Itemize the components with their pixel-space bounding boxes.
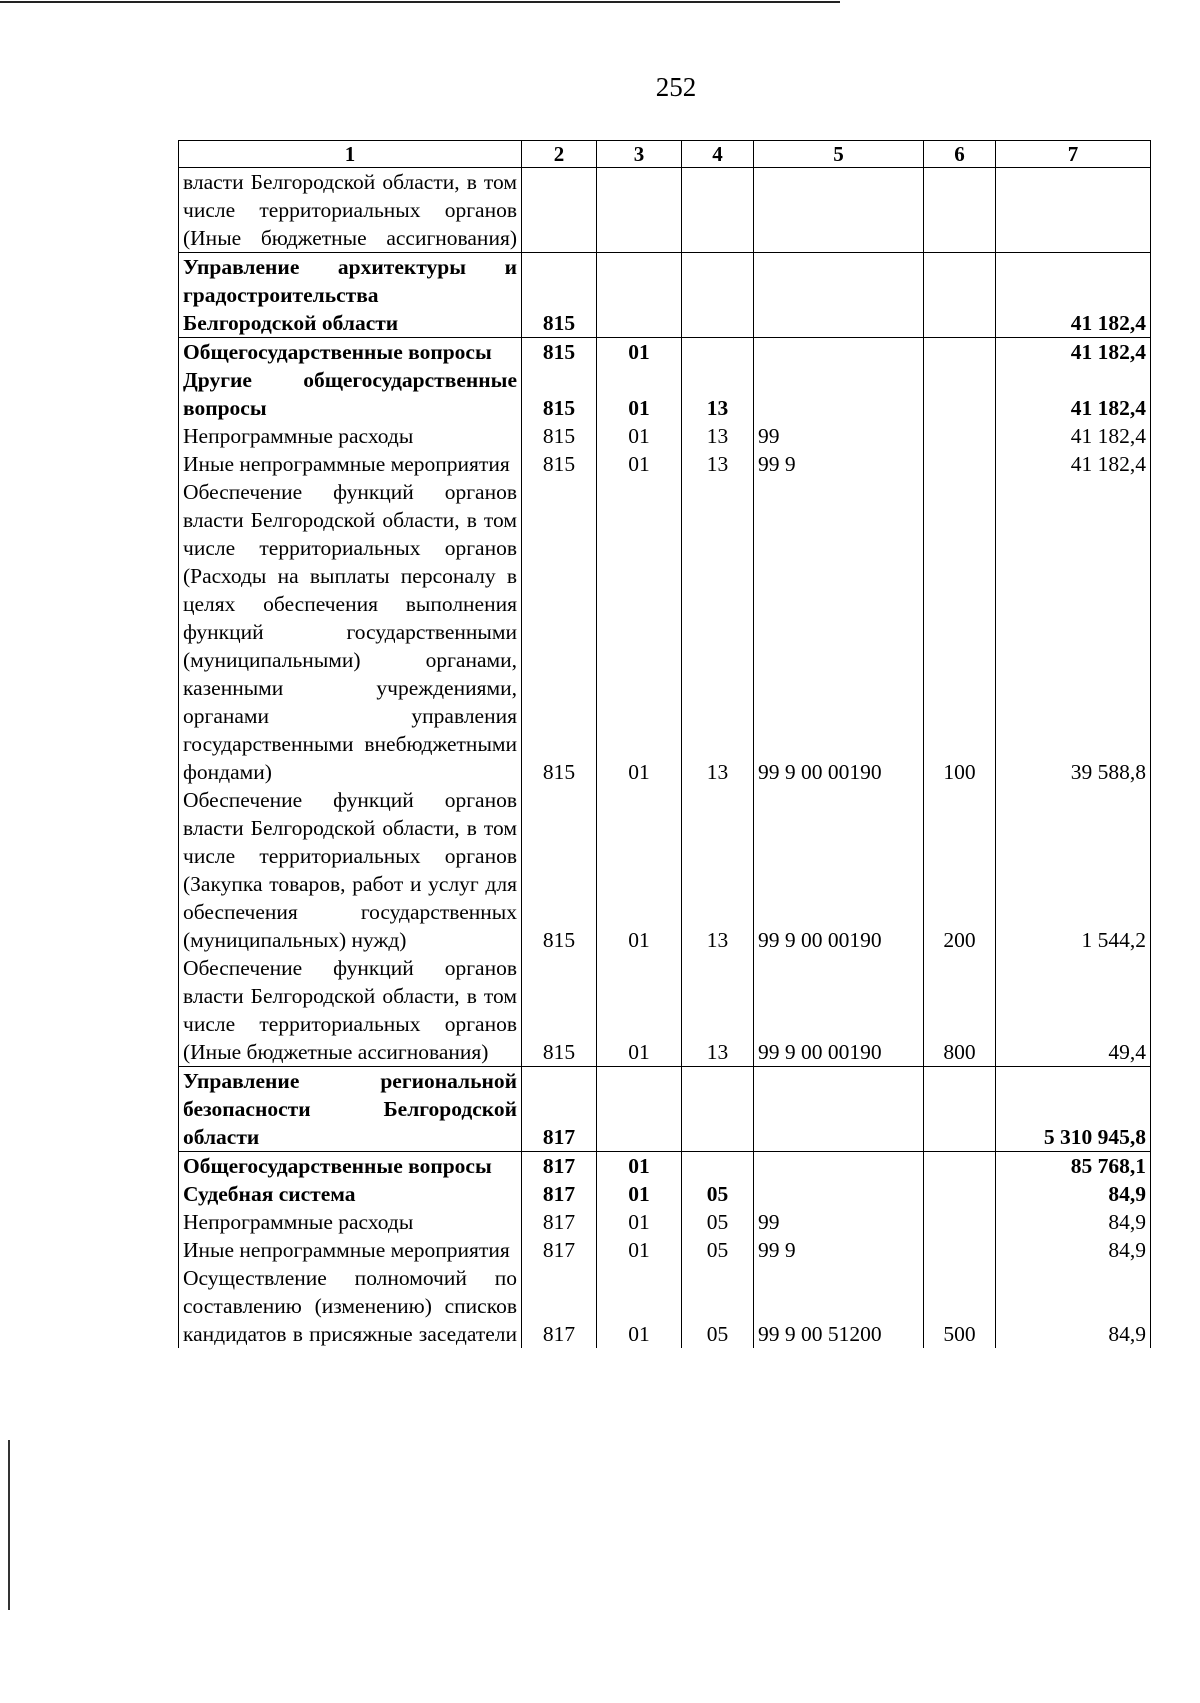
row-expense-type: [924, 168, 996, 253]
row-subsection-code: 13: [682, 450, 754, 478]
row-name: Обеспечение функций органов власти Белгородской области, в том числе территориальных органов (Иные бюджетные ассигнования): [179, 954, 522, 1067]
header-col-2: 2: [522, 141, 597, 168]
row-name: Непрограммные расходы: [179, 422, 522, 450]
row-expense-type: [924, 1152, 996, 1181]
budget-table: [178, 140, 1151, 1348]
row-amount: 84,9: [996, 1236, 1151, 1264]
row-expense-type: [924, 422, 996, 450]
row-ministry-code: 815: [522, 422, 597, 450]
row-section-code: 01: [597, 450, 682, 478]
row-section-code: 01: [597, 422, 682, 450]
table-row: [179, 1208, 1151, 1236]
row-section-code: 01: [597, 954, 682, 1067]
row-section-code: 01: [597, 1152, 682, 1181]
row-ministry-code: 815: [522, 366, 597, 422]
header-col-5: 5: [754, 141, 924, 168]
row-target-code: [754, 1180, 924, 1208]
row-expense-type: [924, 338, 996, 367]
table-row: [179, 1152, 1151, 1181]
row-amount: 41 182,4: [996, 366, 1151, 422]
row-target-code: 99 9: [754, 1236, 924, 1264]
row-section-code: 01: [597, 366, 682, 422]
table-row: [179, 1236, 1151, 1264]
row-target-code: [754, 1067, 924, 1152]
row-section-code: 01: [597, 478, 682, 786]
row-amount: 85 768,1: [996, 1152, 1151, 1181]
table-row: [179, 478, 1151, 786]
row-name: Осуществление полномочий по составлению (изменению) списков кандидатов в присяжные заседатели: [179, 1264, 522, 1348]
row-ministry-code: 815: [522, 253, 597, 338]
row-ministry-code: 815: [522, 786, 597, 954]
row-section-code: [597, 168, 682, 253]
row-amount: 41 182,4: [996, 450, 1151, 478]
row-ministry-code: [522, 168, 597, 253]
row-name: Общегосударственные вопросы: [179, 338, 522, 367]
row-amount: [996, 168, 1151, 253]
row-amount: 39 588,8: [996, 478, 1151, 786]
scan-margin-line: [8, 1440, 10, 1610]
table-row: [179, 366, 1151, 422]
row-section-code: [597, 253, 682, 338]
row-target-code: 99 9 00 00190: [754, 786, 924, 954]
row-amount: 5 310 945,8: [996, 1067, 1151, 1152]
header-col-6: 6: [924, 141, 996, 168]
row-name: Непрограммные расходы: [179, 1208, 522, 1236]
row-subsection-code: 05: [682, 1264, 754, 1348]
row-target-code: [754, 253, 924, 338]
row-expense-type: [924, 1236, 996, 1264]
row-name: Общегосударственные вопросы: [179, 1152, 522, 1181]
row-expense-type: [924, 1180, 996, 1208]
row-subsection-code: 13: [682, 366, 754, 422]
row-expense-type: [924, 253, 996, 338]
table-row: [179, 253, 1151, 338]
row-ministry-code: 815: [522, 478, 597, 786]
row-section-code: 01: [597, 338, 682, 367]
row-ministry-code: 815: [522, 338, 597, 367]
row-amount: 41 182,4: [996, 338, 1151, 367]
row-name: власти Белгородской области, в том числе территориальных органов (Иные бюджетные ассигнования): [179, 168, 522, 253]
header-row: [179, 141, 1151, 168]
table-row: [179, 168, 1151, 253]
header-col-1: 1: [179, 141, 522, 168]
row-name: Судебная система: [179, 1180, 522, 1208]
row-subsection-code: [682, 253, 754, 338]
row-amount: 41 182,4: [996, 253, 1151, 338]
row-amount: 41 182,4: [996, 422, 1151, 450]
row-name: Обеспечение функций органов власти Белгородской области, в том числе территориальных органов (Расходы на выплаты персоналу в целях обеспечения выполнения функций государственными (муниципальными) органами, казенными учреждениями, органами управления государственными внебюджетными фондами): [179, 478, 522, 786]
row-name: Управление региональной безопасности Белгородской области: [179, 1067, 522, 1152]
row-subsection-code: 05: [682, 1236, 754, 1264]
row-subsection-code: 13: [682, 422, 754, 450]
row-section-code: 01: [597, 786, 682, 954]
row-subsection-code: [682, 338, 754, 367]
header-col-4: 4: [682, 141, 754, 168]
row-expense-type: 500: [924, 1264, 996, 1348]
top-rule: [0, 1, 840, 3]
row-expense-type: [924, 1067, 996, 1152]
row-amount: 49,4: [996, 954, 1151, 1067]
row-ministry-code: 817: [522, 1180, 597, 1208]
row-expense-type: 100: [924, 478, 996, 786]
row-target-code: 99 9: [754, 450, 924, 478]
row-subsection-code: 13: [682, 786, 754, 954]
row-subsection-code: [682, 168, 754, 253]
table-row: [179, 422, 1151, 450]
row-target-code: 99 9 00 00190: [754, 478, 924, 786]
table-row: [179, 1180, 1151, 1208]
row-ministry-code: 817: [522, 1152, 597, 1181]
row-section-code: 01: [597, 1208, 682, 1236]
row-target-code: [754, 338, 924, 367]
row-ministry-code: 817: [522, 1264, 597, 1348]
row-expense-type: [924, 1208, 996, 1236]
row-subsection-code: 13: [682, 478, 754, 786]
row-target-code: [754, 366, 924, 422]
row-amount: 84,9: [996, 1264, 1151, 1348]
row-target-code: 99 9 00 00190: [754, 954, 924, 1067]
row-ministry-code: 815: [522, 450, 597, 478]
header-col-3: 3: [597, 141, 682, 168]
row-section-code: 01: [597, 1236, 682, 1264]
row-amount: 84,9: [996, 1208, 1151, 1236]
row-ministry-code: 817: [522, 1208, 597, 1236]
row-target-code: [754, 1152, 924, 1181]
row-target-code: 99: [754, 422, 924, 450]
row-section-code: 01: [597, 1264, 682, 1348]
row-expense-type: [924, 366, 996, 422]
row-expense-type: 800: [924, 954, 996, 1067]
row-target-code: [754, 168, 924, 253]
table-row: [179, 450, 1151, 478]
row-expense-type: [924, 450, 996, 478]
row-ministry-code: 815: [522, 954, 597, 1067]
row-section-code: 01: [597, 1180, 682, 1208]
row-subsection-code: [682, 1152, 754, 1181]
row-name: Иные непрограммные мероприятия: [179, 450, 522, 478]
table-row: [179, 338, 1151, 367]
table-row: [179, 786, 1151, 954]
row-name: Другие общегосударственные вопросы: [179, 366, 522, 422]
row-name: Управление архитектуры и градостроительства Белгородской области: [179, 253, 522, 338]
page-number: 252: [655, 72, 697, 102]
row-expense-type: 200: [924, 786, 996, 954]
row-name: Обеспечение функций органов власти Белгородской области, в том числе территориальных органов (Закупка товаров, работ и услуг для обеспечения государственных (муниципальных) нужд): [179, 786, 522, 954]
row-amount: 84,9: [996, 1180, 1151, 1208]
header-col-7: 7: [996, 141, 1151, 168]
table-row: [179, 1067, 1151, 1152]
row-name: Иные непрограммные мероприятия: [179, 1236, 522, 1264]
row-target-code: 99: [754, 1208, 924, 1236]
row-ministry-code: 817: [522, 1067, 597, 1152]
row-section-code: [597, 1067, 682, 1152]
row-ministry-code: 817: [522, 1236, 597, 1264]
table-row: [179, 1264, 1151, 1348]
table-row: [179, 954, 1151, 1067]
row-subsection-code: 05: [682, 1180, 754, 1208]
row-target-code: 99 9 00 51200: [754, 1264, 924, 1348]
row-subsection-code: 05: [682, 1208, 754, 1236]
row-subsection-code: [682, 1067, 754, 1152]
row-amount: 1 544,2: [996, 786, 1151, 954]
row-subsection-code: 13: [682, 954, 754, 1067]
